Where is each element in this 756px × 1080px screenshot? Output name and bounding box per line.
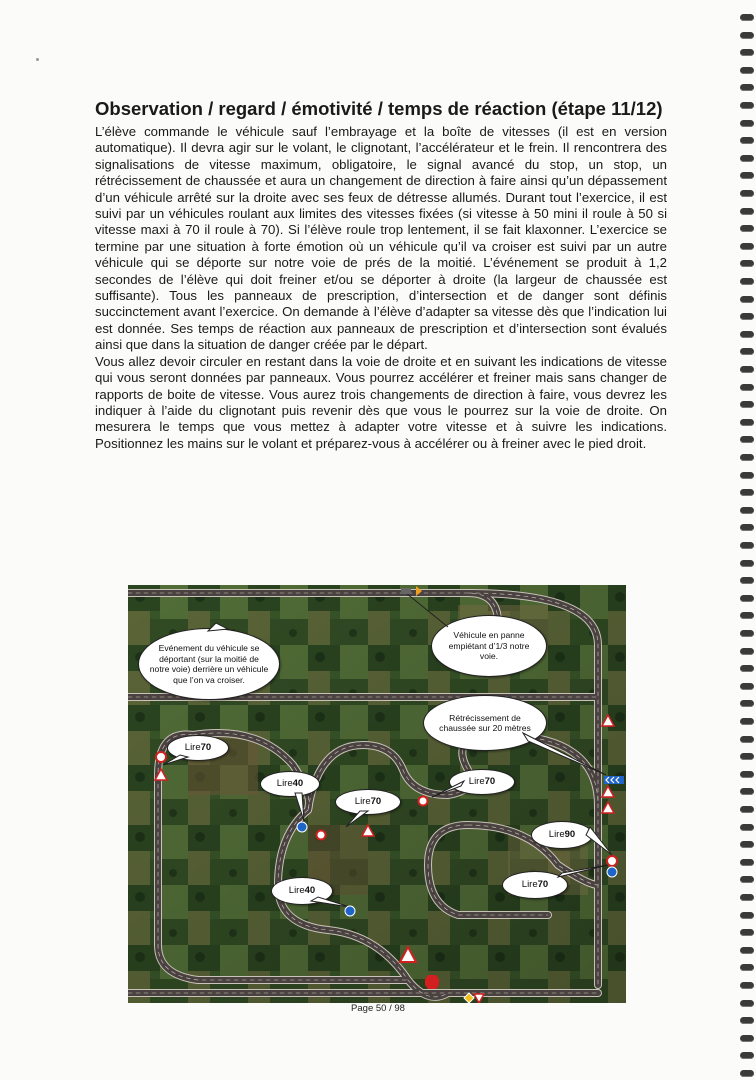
binding-ring [740,771,754,778]
binding-ring [740,929,754,936]
callout-lire-label: Lire [521,878,538,890]
binding-ring [740,84,754,91]
binding-ring [740,67,754,74]
binding-ring [740,595,754,602]
binding-ring [740,683,754,690]
binding-ring [740,278,754,285]
binding-ring [740,102,754,109]
binding-ring [740,120,754,127]
binding-ring [740,366,754,373]
circuit-map [128,585,626,1003]
speed-value: 40 [304,884,316,896]
binding-ring [740,1070,754,1077]
binding-ring [740,313,754,320]
callout-lire-label: Lire [354,795,371,807]
binding-ring [740,401,754,408]
binding-ring [740,225,754,232]
binding-ring [740,560,754,567]
binding-ring [740,190,754,197]
binding-ring [740,243,754,250]
speed-value: 70 [200,741,212,753]
binding-ring [740,331,754,338]
binding-ring [740,665,754,672]
paragraph-1: L’élève commande le véhicule sauf l’embrayage et la boîte de vitesses (il est en version automatique). Il devra agir sur le volant, le clignotant, l’accélérateur et le frein. Il rencontrera des signalisations de vitesse maximum, obligatoire, le signal avancé du stop, un stop, un rétrécissement de chaussée et aura un changement de direction à faire ainsi qu’un dépassement d’un véhicule arrêté sur la droite avec ses feux de détresse allumés. Durant tout l’exercice, il est suivi par un véhicules roulant aux limites des vitesses fixées (si vitesse à 50 mini il roule à 50 si vitesse maxi à 70 il roule à 70). Si l’élève roule trop lentement, il se fait klaxonner. L’exercice se termine par une situation à forte émotion où un véhicule qu’il va croiser est suivi par un autre véhicule qui se déporte sur notre voie de prés de la moitié. L’événement se produit à 1,2 secondes de l’élève qui doit freiner et/ou se déporter à droite (la largeur de chaussée est suffisante). Tous les panneaux de prescription, d’intersection et de danger sont définis succinctement avant l’exercice. On demande à l’élève d’adapter sa vitesse dès que l’indication lui est donnée. Ses temps de réaction aux panneaux de prescription et d’intersection sont évalués ainsi que dans la situation de danger créée par le départ. [95,124,667,353]
binding-ring [740,912,754,919]
binding-ring [740,577,754,584]
binding-ring [740,788,754,795]
page-number: Page 50 / 98 [351,1003,405,1014]
binding-ring [740,612,754,619]
binding-ring [740,260,754,267]
binding-ring [740,964,754,971]
spiral-binding [730,0,756,1080]
page-text-block [95,98,667,452]
callout-lire-label: Lire [548,828,565,840]
binding-ring [740,49,754,56]
callout-lire-label: Lire [184,741,201,753]
binding-ring [740,155,754,162]
binding-ring [740,384,754,391]
callout-lire70-b [335,789,401,815]
binding-ring [740,348,754,355]
binding-ring [740,454,754,461]
callout-breakdown [431,615,547,677]
callout-lire-label: Lire [276,777,293,789]
speed-value: 70 [484,775,496,787]
callout-lire90 [531,821,593,849]
paper-speck [36,58,39,61]
binding-ring [740,648,754,655]
binding-ring [740,824,754,831]
binding-ring [740,296,754,303]
callout-lire40-a [260,771,320,797]
binding-ring [740,1017,754,1024]
binding-ring [740,137,754,144]
binding-ring [740,524,754,531]
callout-lire40-b [271,877,333,905]
binding-ring [740,947,754,954]
binding-ring [740,876,754,883]
binding-ring [740,489,754,496]
binding-ring [740,542,754,549]
binding-ring [740,1035,754,1042]
binding-ring [740,172,754,179]
speed-value: 70 [370,795,382,807]
binding-ring [740,718,754,725]
binding-ring [740,753,754,760]
callout-breakdown-text: Véhicule en panne empiétant d’1/3 notre voie. [448,630,530,662]
binding-ring [740,700,754,707]
callout-lire70-d [502,871,568,899]
callout-narrowing-text: Rétrécissement de chaussée sur 20 mètres [439,712,531,733]
binding-ring [740,630,754,637]
callout-event-text: Evénement du véhicule se déportant (sur la moitié de notre voie) derrière un véhicule que l’on va croiser. [149,643,269,685]
binding-ring [740,841,754,848]
binding-ring [740,208,754,215]
binding-ring [740,806,754,813]
callout-lire70-c [449,769,515,795]
page-title: Observation / regard / émotivité / temps de réaction (étape 11/12) [95,98,663,119]
binding-ring [740,894,754,901]
binding-ring [740,32,754,39]
binding-ring [740,472,754,479]
binding-ring [740,859,754,866]
binding-ring [740,419,754,426]
binding-ring [740,736,754,743]
callout-lire-label: Lire [468,775,485,787]
speed-value: 70 [537,878,549,890]
callout-lire-label: Lire [288,884,305,896]
callout-vehicle-event [138,628,280,700]
binding-ring [740,507,754,514]
paragraph-2: Vous allez devoir circuler en restant dans la voie de droite et en suivant les indications de vitesse qui vous seront données par panneaux. Vous pourrez accélérer et freiner mais sans changer de rapports de boite de vitesse. Vous aurez trois changements de direction à faire, vous devrez les indiquer à l’aide du clignotant puis revenir dès que vous le pourrez sur la voie de droite. On mesurera le temps que vous mettez à adapter votre vitesse et à suivre les indications. Positionnez les mains sur le volant et préparez-vous à accélérer ou à freiner avec le pied droit. [95,353,667,451]
binding-ring [740,1052,754,1059]
callout-narrowing [423,695,547,751]
speed-value: 90 [564,828,576,840]
binding-ring [740,982,754,989]
callout-lire70-a [167,735,229,761]
binding-ring [740,436,754,443]
binding-ring [740,14,754,21]
speed-value: 40 [292,777,304,789]
